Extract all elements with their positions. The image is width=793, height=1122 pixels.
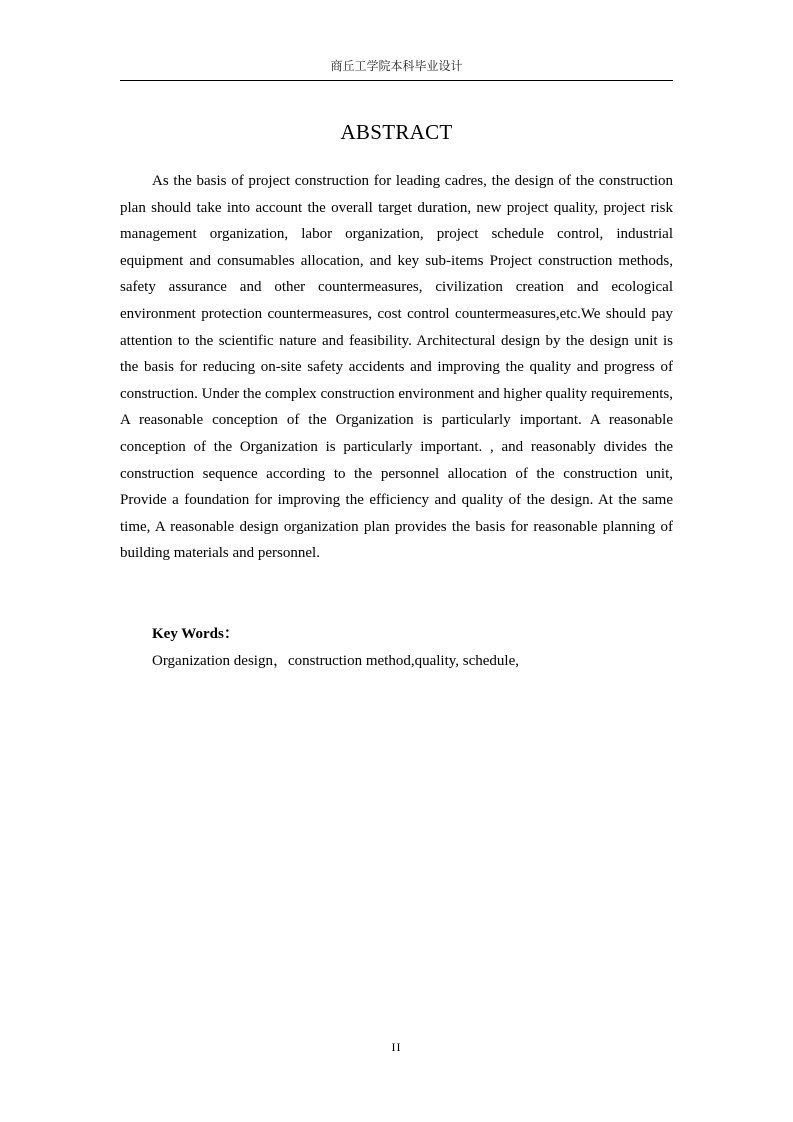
running-header: 商丘工学院本科毕业设计 bbox=[330, 59, 463, 73]
header-rule bbox=[120, 80, 673, 81]
page-number: II bbox=[391, 1040, 402, 1054]
keywords-text: Organization design，construction method,quality, schedule, bbox=[152, 653, 520, 669]
abstract-body: As the basis of project construction for leading cadres, the design of the construction plan should take into account the overall target duration, new project quality, project risk management organization, labor organization, project schedule control, industrial equipment and consumables allocation, and key sub-items Project construction methods, safety assurance and other countermeasures, civilization creation and ecological environment protection countermeasures, cost control countermeasures,etc.We should pay attention to the scientific nature and feasibility. Architectural design by the design unit is the basis for reducing on-site safety accidents and improving the quality and progress of construction. Under the complex construction environment and higher quality requirements, A reasonable conception of the Organization is particularly important. A reasonable conception of the Organization is particularly important. , and reasonably divides the construction sequence according to the personnel allocation of the construction unit, Provide a foundation for improving the efficiency and quality of the design. At the same time, A reasonable design organization plan provides the basis for reasonable planning of building materials and personnel. bbox=[120, 173, 673, 562]
keywords-heading: Key Words： bbox=[152, 626, 239, 642]
abstract-title: ABSTRACT bbox=[340, 120, 453, 144]
